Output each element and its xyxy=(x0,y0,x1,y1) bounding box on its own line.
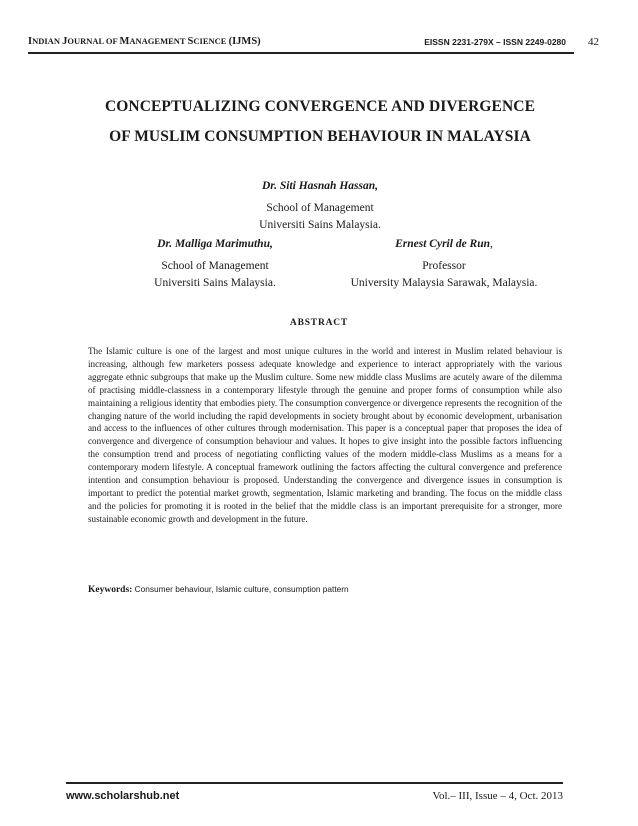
author-1 xyxy=(210,178,430,234)
author-2 xyxy=(110,236,320,292)
running-footer xyxy=(66,782,563,806)
paper-title xyxy=(60,92,580,152)
author-1-affiliation-2: Universiti Sains Malaysia. xyxy=(259,219,381,231)
keywords-label: Keywords: xyxy=(88,585,133,595)
keywords-line xyxy=(88,584,349,595)
author-2-name: Dr. Malliga Marimuthu, xyxy=(157,238,273,250)
keywords-text: Consumer behaviour, Islamic culture, consumption pattern xyxy=(132,584,349,594)
issn-label: EISSN 2231-279X – ISSN 2249-0280 xyxy=(424,37,566,47)
author-3-name-line xyxy=(326,236,562,253)
author-1-name: Dr. Siti Hasnah Hassan, xyxy=(261,180,378,192)
title-line-2: OF MUSLIM CONSUMPTION BEHAVIOUR IN MALAYSIA xyxy=(109,128,531,145)
author-2-affiliation-2: Universiti Sains Malaysia. xyxy=(154,277,276,289)
author-1-affiliation-1: School of Management xyxy=(266,202,374,214)
title-line-1: CONCEPTUALIZING CONVERGENCE AND DIVERGENCE xyxy=(104,98,536,115)
author-3-affiliation-2: University Malaysia Sarawak, Malaysia. xyxy=(350,277,538,289)
website-link[interactable]: www.scholarshub.net xyxy=(66,790,180,802)
page-number: 42 xyxy=(588,36,599,48)
author-2-affiliation-1: School of Management xyxy=(161,260,269,272)
author-3-name-suffix: , xyxy=(490,238,493,250)
running-header xyxy=(28,34,574,54)
journal-name: INDIAN JOURNAL OF MANAGEMENT SCIENCE (IJMS) xyxy=(28,36,261,47)
author-3-name: Ernest Cyril de Run xyxy=(395,238,491,250)
abstract-body: The Islamic culture is one of the largest and most unique cultures in the world and interest in Muslim related behaviour is increasing, although few marketers possess adequate knowledge and experience to interact appropriately with the various aggregate ethnic subgroups that make up the Muslim culture. Some new middle class Muslims are acutely aware of the dilemma of practising middle-classness in a contemporary lifestyle through the genuine and proper forms of consumption while also maintaining a religious identity that embodies piety. The consumption convergence or divergence represents the recognition of the changing nature of the world including the rapid developments in society brought about by economic development, urbanisation and access to the influences of other cultures through modernisation. This paper is a conceptual paper that proposes the idea of convergence and divergence of consumption behaviour and values. It hopes to give insight into the possible factors influencing the consumption trend and process of negotiating conflicting values of the modern middle-class Muslims as a means for a contemporary modern lifestyle. A conceptual framework outlining the factors affecting the cultural convergence and preference intention and consumption behaviour is proposed. Understanding the convergence and divergence issues in consumption is important to predict the potential market growth, segmentation, Islamic marketing and branding. The focus on the middle class and the policies for promoting it is rooted in the belief that the middle class is an important prerequisite for a stronger, more sustainable economic growth and development in the future. xyxy=(88,346,562,524)
abstract-heading: ABSTRACT xyxy=(289,318,349,328)
author-3-affiliation-1: Professor xyxy=(422,260,466,272)
author-3 xyxy=(326,236,562,292)
volume-issue: Vol.– III, Issue – 4, Oct. 2013 xyxy=(432,790,563,802)
